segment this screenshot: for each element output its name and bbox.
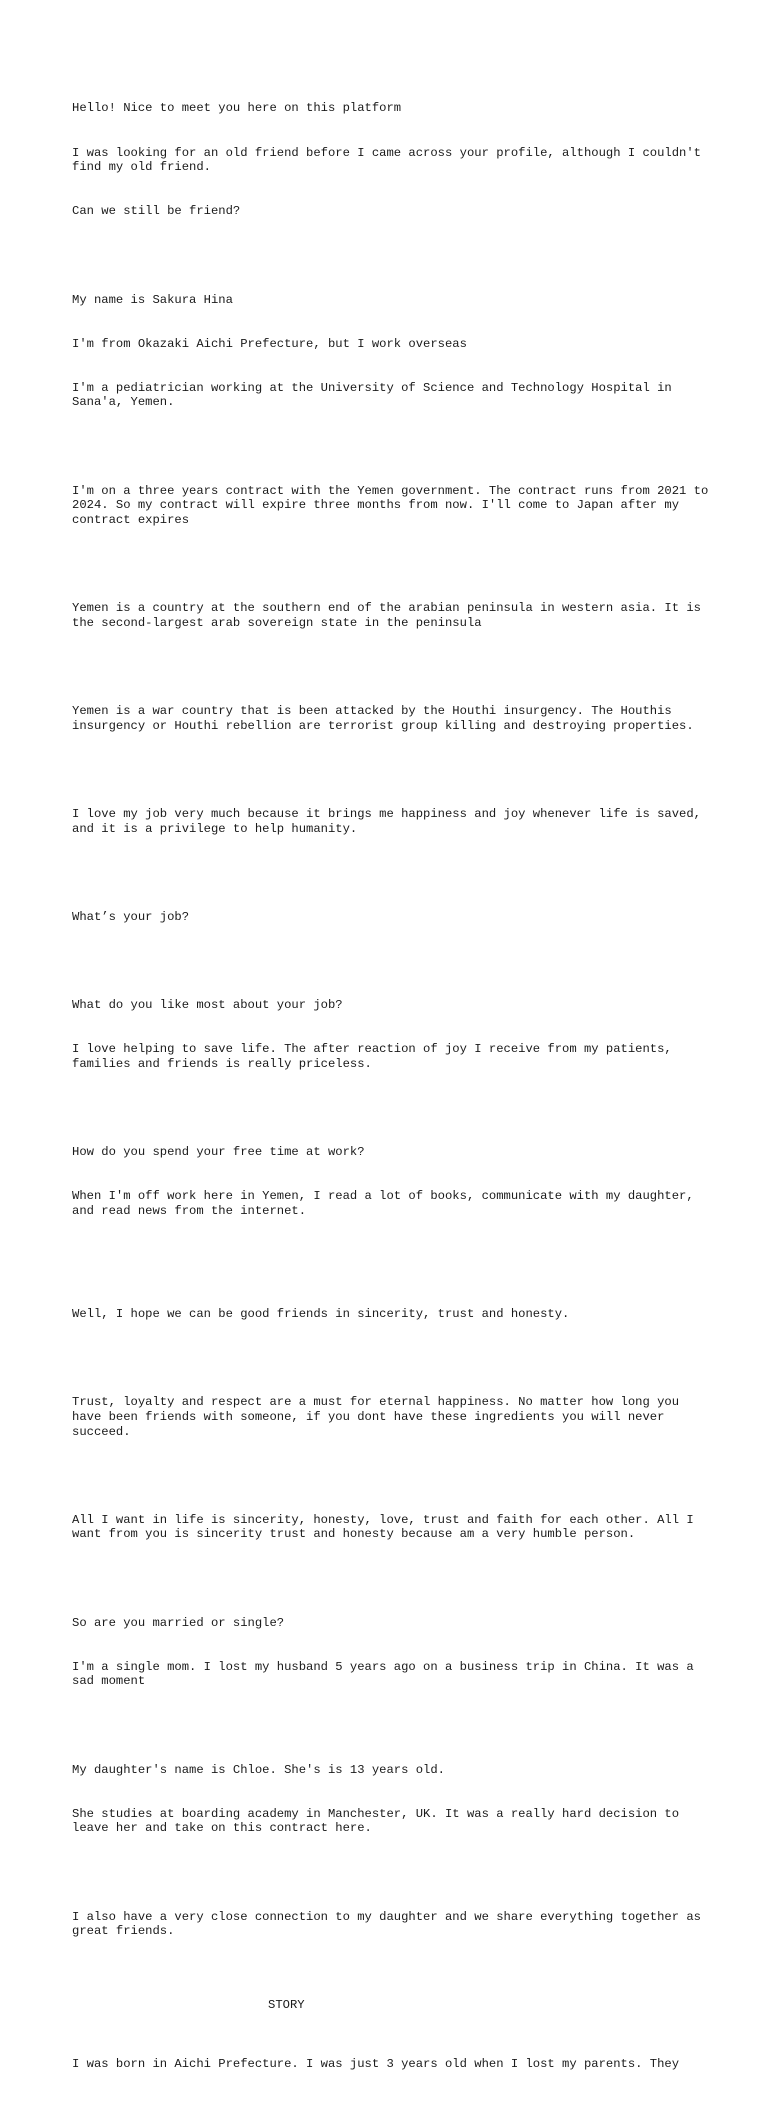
paragraph-trust-loyalty [72,1366,712,1469]
paragraph-all-i-want [72,1483,712,1571]
text-line: So are you married or single? [72,1615,285,1630]
text-line: What’s your job? [72,909,190,924]
paragraph-yemen-war [72,675,712,763]
text-line: I'm a pediatrician working at the University of Science and Technology Hospital in Sana'a, Yemen. [72,380,680,410]
text-line: I'm on a three years contract with the Yemen government. The contract runs from 2021 to 2024. So my contract will expire three months from now. I'll come to Japan after my contract expires [72,483,716,528]
paragraph-daughter [72,1733,712,1865]
text-line: What do you like most about your job? [72,998,343,1013]
paragraph-yemen-geography [72,572,712,660]
paragraph-greeting [72,72,712,248]
text-line: I also have a very close connection to my daughter and we share everything together as great friends. [72,1909,709,1939]
paragraph-love-job [72,778,712,866]
story-heading: STORY [268,1997,305,2012]
text-line: I'm a single mom. I lost my husband 5 years ago on a business trip in China. It was a sad moment [72,1659,701,1689]
paragraph-married-single [72,1586,712,1718]
text-line: Yemen is a country at the southern end of the arabian peninsula in western asia. It is the second-largest arab sovereign state in the peninsula [72,601,709,630]
paragraph-free-time [72,1116,712,1248]
text-line: My daughter's name is Chloe. She's is 13 years old. [72,1762,445,1777]
text-line: My name is Sakura Hina [72,292,233,307]
paragraph-good-friends [72,1278,712,1352]
text-line: Well, I hope we can be good friends in sincerity, trust and honesty. [72,1306,570,1321]
text-line: Can we still be friend? [72,204,241,219]
text-line: I'm from Okazaki Aichi Prefecture, but I work overseas [72,336,467,351]
paragraph-close-connection [72,1880,712,1968]
text-line: Trust, loyalty and respect are a must for eternal happiness. No matter how long you have been friends with someone, if you dont have these ingredients you will never succeed. [72,1395,687,1439]
text-line: I was looking for an old friend before I came across your profile, although I couldn't find my old friend. [72,145,709,175]
paragraph-contract [72,454,716,557]
text-line: I love helping to save life. The after reaction of joy I receive from my patients, families and friends is really priceless. [72,1042,680,1071]
text-line: All I want in life is sincerity, honesty, love, trust and faith for each other. All I want from you is sincerity trust and honesty because am a very humble person. [72,1512,701,1542]
paragraph-like-most [72,969,712,1101]
text-line: Hello! Nice to meet you here on this platform [72,101,402,116]
text-line: When I'm off work here in Yemen, I read a lot of books, communicate with my daughter, and read news from the internet. [72,1189,701,1219]
paragraph-story-start [72,2027,712,2101]
text-line: I love my job very much because it brings me happiness and joy whenever life is saved, and it is a privilege to help humanity. [72,807,709,836]
text-line: I was born in Aichi Prefecture. I was just 3 years old when I lost my parents. They [72,2056,680,2071]
paragraph-your-job [72,881,712,955]
text-line: How do you spend your free time at work? [72,1145,365,1160]
text-line: Yemen is a war country that is been attacked by the Houthi insurgency. The Houthis insurgency or Houthi rebellion are terrorist group killing and destroying properties. [72,704,694,733]
document-page [72,72,716,2115]
paragraph-introduction [72,263,712,439]
text-line: She studies at boarding academy in Manchester, UK. It was a really hard decision to leave her and take on this contract here. [72,1806,687,1836]
